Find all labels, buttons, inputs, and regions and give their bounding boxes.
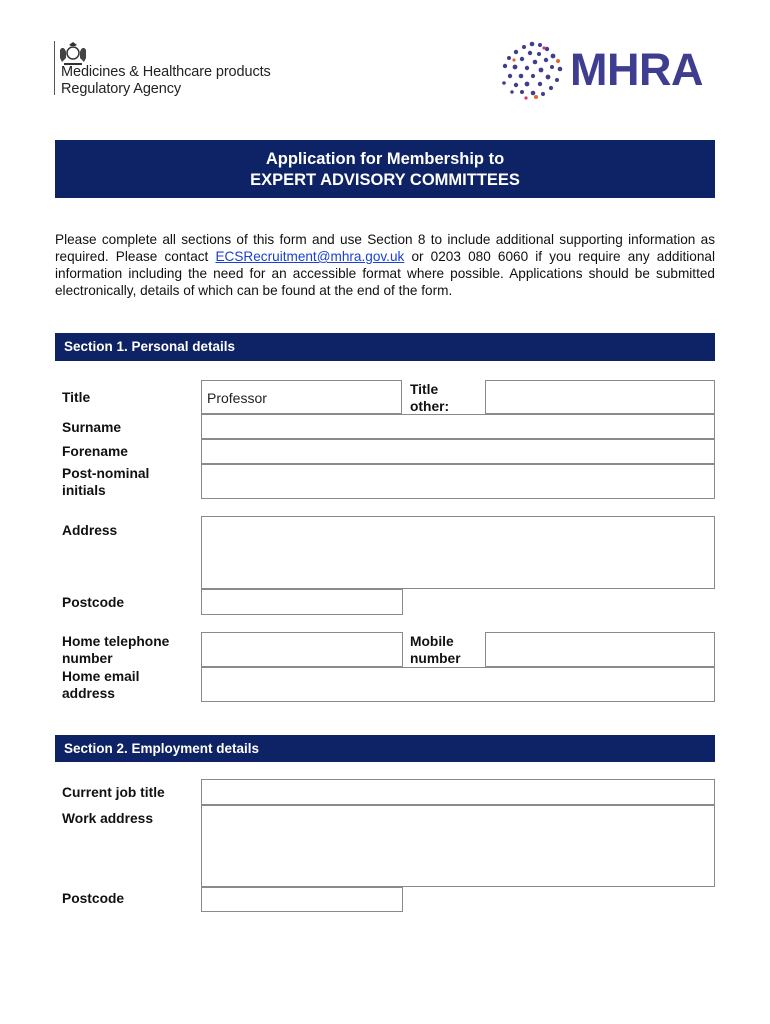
- mhra-dots-logo-icon: [500, 40, 566, 100]
- title-other-field[interactable]: [485, 380, 715, 414]
- mobile-label-line1: Mobile: [410, 634, 454, 649]
- home-email-label-line1: Home email: [62, 669, 140, 684]
- home-telephone-label: [62, 633, 169, 667]
- agency-name: [61, 64, 271, 98]
- intro-text-2: or 0203 080 6060 if you require any additional information including the need for an accessible format where possible. Applications should be submitted electronically, details of which can be found at the end of the form.: [55, 249, 716, 298]
- intro-paragraph: [55, 231, 715, 299]
- mobile-label-line2: number: [410, 651, 461, 666]
- title-field[interactable]: [201, 380, 402, 414]
- title-banner: [55, 140, 715, 198]
- royal-crest-icon: [56, 40, 90, 66]
- address-field[interactable]: [201, 516, 715, 589]
- home-email-label-line2: address: [62, 686, 115, 701]
- mhra-logo-text: MHRA: [570, 44, 703, 95]
- banner-title-line2: EXPERT ADVISORY COMMITTEES: [250, 171, 520, 189]
- work-postcode-label: Postcode: [62, 891, 125, 906]
- title-other-label: [410, 381, 449, 415]
- mobile-label: [410, 633, 461, 667]
- title-label: Title: [62, 390, 91, 405]
- mobile-field[interactable]: [485, 632, 715, 667]
- work-postcode-field[interactable]: [201, 887, 403, 912]
- title-other-label-line1: Title: [410, 382, 439, 397]
- work-address-field[interactable]: [201, 805, 715, 887]
- home-telephone-field[interactable]: [201, 632, 403, 667]
- home-email-field[interactable]: [201, 667, 715, 702]
- home-telephone-label-line1: Home telephone: [62, 634, 170, 649]
- intro-text-1: Please complete all sections of this form and use Section 8 to include additional supporting information as required. Please contact: [55, 232, 715, 264]
- home-email-label: [62, 668, 139, 702]
- postcode-field[interactable]: [201, 589, 403, 615]
- postnominal-label: [62, 465, 149, 499]
- title-field-value: Professor: [207, 390, 267, 406]
- postcode-label: Postcode: [62, 595, 125, 610]
- postnominal-field[interactable]: [201, 464, 715, 499]
- home-telephone-label-line2: number: [62, 651, 113, 666]
- postnominal-label-line2: initials: [62, 483, 106, 498]
- banner-title-line1: Application for Membership to: [265, 150, 505, 168]
- agency-name-line2: Regulatory Agency: [61, 81, 182, 97]
- work-address-label: Work address: [62, 811, 153, 826]
- forename-field[interactable]: [201, 439, 715, 464]
- contact-email-link[interactable]: ECSRecruitment@mhra.gov.uk: [215, 249, 405, 264]
- job-title-field[interactable]: [201, 779, 715, 805]
- title-other-label-line2: other:: [410, 399, 450, 414]
- agency-divider: [54, 41, 55, 95]
- address-label: Address: [62, 523, 118, 538]
- forename-label: Forename: [62, 444, 128, 459]
- section1-heading: Section 1. Personal details: [55, 333, 715, 361]
- job-title-label: Current job title: [62, 785, 165, 800]
- agency-name-line1: Medicines & Healthcare products: [61, 64, 271, 80]
- surname-label: Surname: [62, 420, 122, 435]
- section2-heading: Section 2. Employment details: [55, 735, 715, 762]
- surname-field[interactable]: [201, 414, 715, 439]
- postnominal-label-line1: Post-nominal: [62, 466, 150, 481]
